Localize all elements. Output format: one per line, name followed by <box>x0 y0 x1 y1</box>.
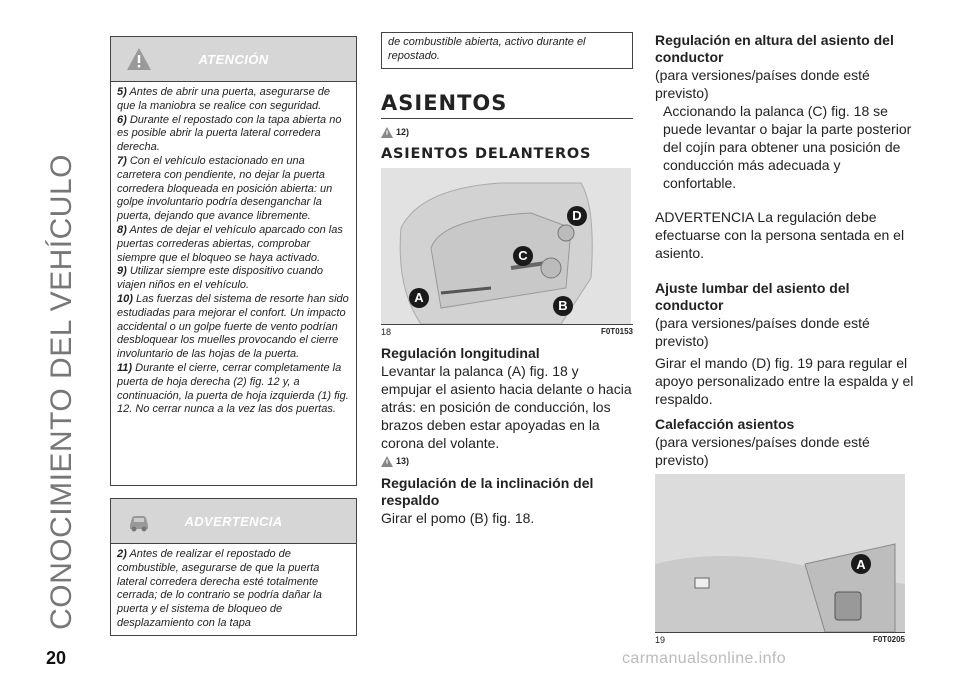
note-item <box>117 155 350 224</box>
height-text: Accionando la palanca (C) fig. 18 se puede levantar o bajar la parte posterior del cojín para obtener una posición de conducción más adecuada y confortable. <box>663 103 912 191</box>
attention-title: ATENCIÓN <box>198 51 269 67</box>
note-item <box>117 114 350 155</box>
longitudinal-text: Levantar la palanca (A) fig. 18 y empujar el asiento hacia delante o hacia atrás: en posición de conducción, los brazos deben estar apoyadas en la corona del volante. <box>381 362 632 451</box>
note-text: Antes de abrir una puerta, asegurarse de que la maniobra se realice con seguridad. <box>117 86 331 112</box>
note-text: Utilizar siempre este dispositivo cuando viajen niños en el vehículo. <box>117 265 324 292</box>
heating-switch-illustration <box>655 474 905 632</box>
warning-box <box>110 498 357 636</box>
figure-label-badge: A <box>851 554 871 574</box>
figure-number: 18 <box>381 326 392 337</box>
figure-label-badge: D <box>567 206 587 226</box>
note-number: 5) <box>117 86 127 98</box>
note-item <box>117 293 350 362</box>
figure-number: 19 <box>655 635 666 645</box>
note-number: 7) <box>117 154 127 167</box>
height-condition: (para versiones/países donde esté previsto) <box>655 67 870 101</box>
figure-18 <box>381 168 633 337</box>
note-text: Las fuerzas del sistema de resorte han sido estudiadas para mejorar el confort. Un impacto accidental o un golpe fuerte de vento podrían desbloquear los muelles provocando el cierre involuntario de las hojas de la puerta. <box>117 292 349 361</box>
note-item <box>117 265 350 293</box>
heating-condition: (para versiones/países donde esté previsto) <box>655 434 870 468</box>
column-seats <box>381 32 633 527</box>
height-heading: Regulación en altura del asiento del conductor <box>655 32 894 65</box>
seat-photo <box>381 168 631 324</box>
figure-label-badge: B <box>553 296 573 316</box>
note-number: 11) <box>117 361 133 374</box>
note-number: 2) <box>117 548 127 560</box>
attention-header <box>111 37 356 82</box>
note-number: 10) <box>117 292 133 305</box>
warning-notes <box>111 544 356 637</box>
figure-label-badge: C <box>513 246 533 266</box>
figure-caption <box>655 632 905 645</box>
section-heading: ASIENTOS <box>381 90 508 115</box>
note-number: 8) <box>117 223 127 236</box>
page-number: 20 <box>46 648 67 668</box>
figure-code: F0T0153 <box>600 326 633 336</box>
footer-watermark: carmanualsonline.info <box>622 650 787 667</box>
column-adjustments <box>655 32 917 469</box>
heating-heading: Calefacción asientos <box>655 416 795 432</box>
figure-label-badge: A <box>409 288 429 308</box>
note-text: Durante el cierre, cerrar completamente la puerta de hoja derecha (2) fig. 12 y, a continuación, la puerta de hoja izquierda (1) fig. 12. No cerrar nunca a la vez las dos puertas. <box>117 361 349 416</box>
warning-triangle-icon <box>125 45 153 73</box>
warning-triangle-icon <box>381 456 393 467</box>
lumbar-text: Girar el mando (D) fig. 19 para regular el apoyo personalizado entre la espalda y el respaldo. <box>655 355 914 407</box>
note-number: 9) <box>117 265 127 278</box>
note-item <box>117 362 350 417</box>
lumbar-condition: (para versiones/países donde esté previsto) <box>655 315 870 349</box>
warning-triangle-icon <box>381 127 393 138</box>
car-warning-icon <box>125 507 153 535</box>
figure-19 <box>655 474 905 645</box>
warning-title: ADVERTENCIA <box>184 513 283 529</box>
recline-text: Girar el pomo (B) fig. 18. <box>381 509 535 526</box>
lumbar-heading: Ajuste lumbar del asiento del conductor <box>655 280 850 313</box>
side-title: CONOCIMIENTO DEL VEHÍCULO <box>45 154 78 630</box>
recline-heading: Regulación de la inclinación del respaldo <box>381 474 594 508</box>
longitudinal-heading: Regulación longitudinal <box>381 344 540 361</box>
heading-rule <box>381 118 633 119</box>
reference-13: 13) <box>381 456 633 467</box>
note-item <box>117 548 350 631</box>
height-warning: ADVERTENCIA La regulación debe efectuarse con la persona sentada en el asiento. <box>655 209 905 261</box>
continued-note: de combustible abierta, activo durante el repostado. <box>388 36 586 62</box>
reference-12: 12) <box>381 127 633 138</box>
figure-code: F0T0205 <box>872 635 905 644</box>
note-text: Durante el repostado con la tapa abierta no es posible abrir la puerta lateral corredera derecha. <box>117 113 342 154</box>
note-text: Antes de realizar el repostado de combustible, asegurarse de que la puerta lateral corredera derecha esté totalmente cerrada; de lo contrario se podría dañar la puerta y el sistema de bloqueo de desplazamiento con la tapa <box>117 548 322 629</box>
figure-caption <box>381 324 633 337</box>
warning-header <box>111 499 356 544</box>
note-item <box>117 224 350 265</box>
note-text: Con el vehículo estacionado en una carretera con pendiente, no dejar la puerta corredera bloqueada en posición abierta: un golpe involuntario podría desenganchar la puerta, dejando que avance libremente. <box>117 154 333 223</box>
heating-switch-photo <box>655 474 905 632</box>
note-text: Antes de dejar el vehículo aparcado con las puertas correderas abiertas, comprobar siempre que el bloqueo se haya activado. <box>117 223 343 264</box>
attention-notes <box>111 82 356 423</box>
front-seats-heading: ASIENTOS DELANTEROS <box>381 145 592 162</box>
note-item <box>117 86 350 114</box>
note-number: 6) <box>117 113 127 126</box>
continued-note-box <box>381 32 633 69</box>
attention-box <box>110 36 357 486</box>
